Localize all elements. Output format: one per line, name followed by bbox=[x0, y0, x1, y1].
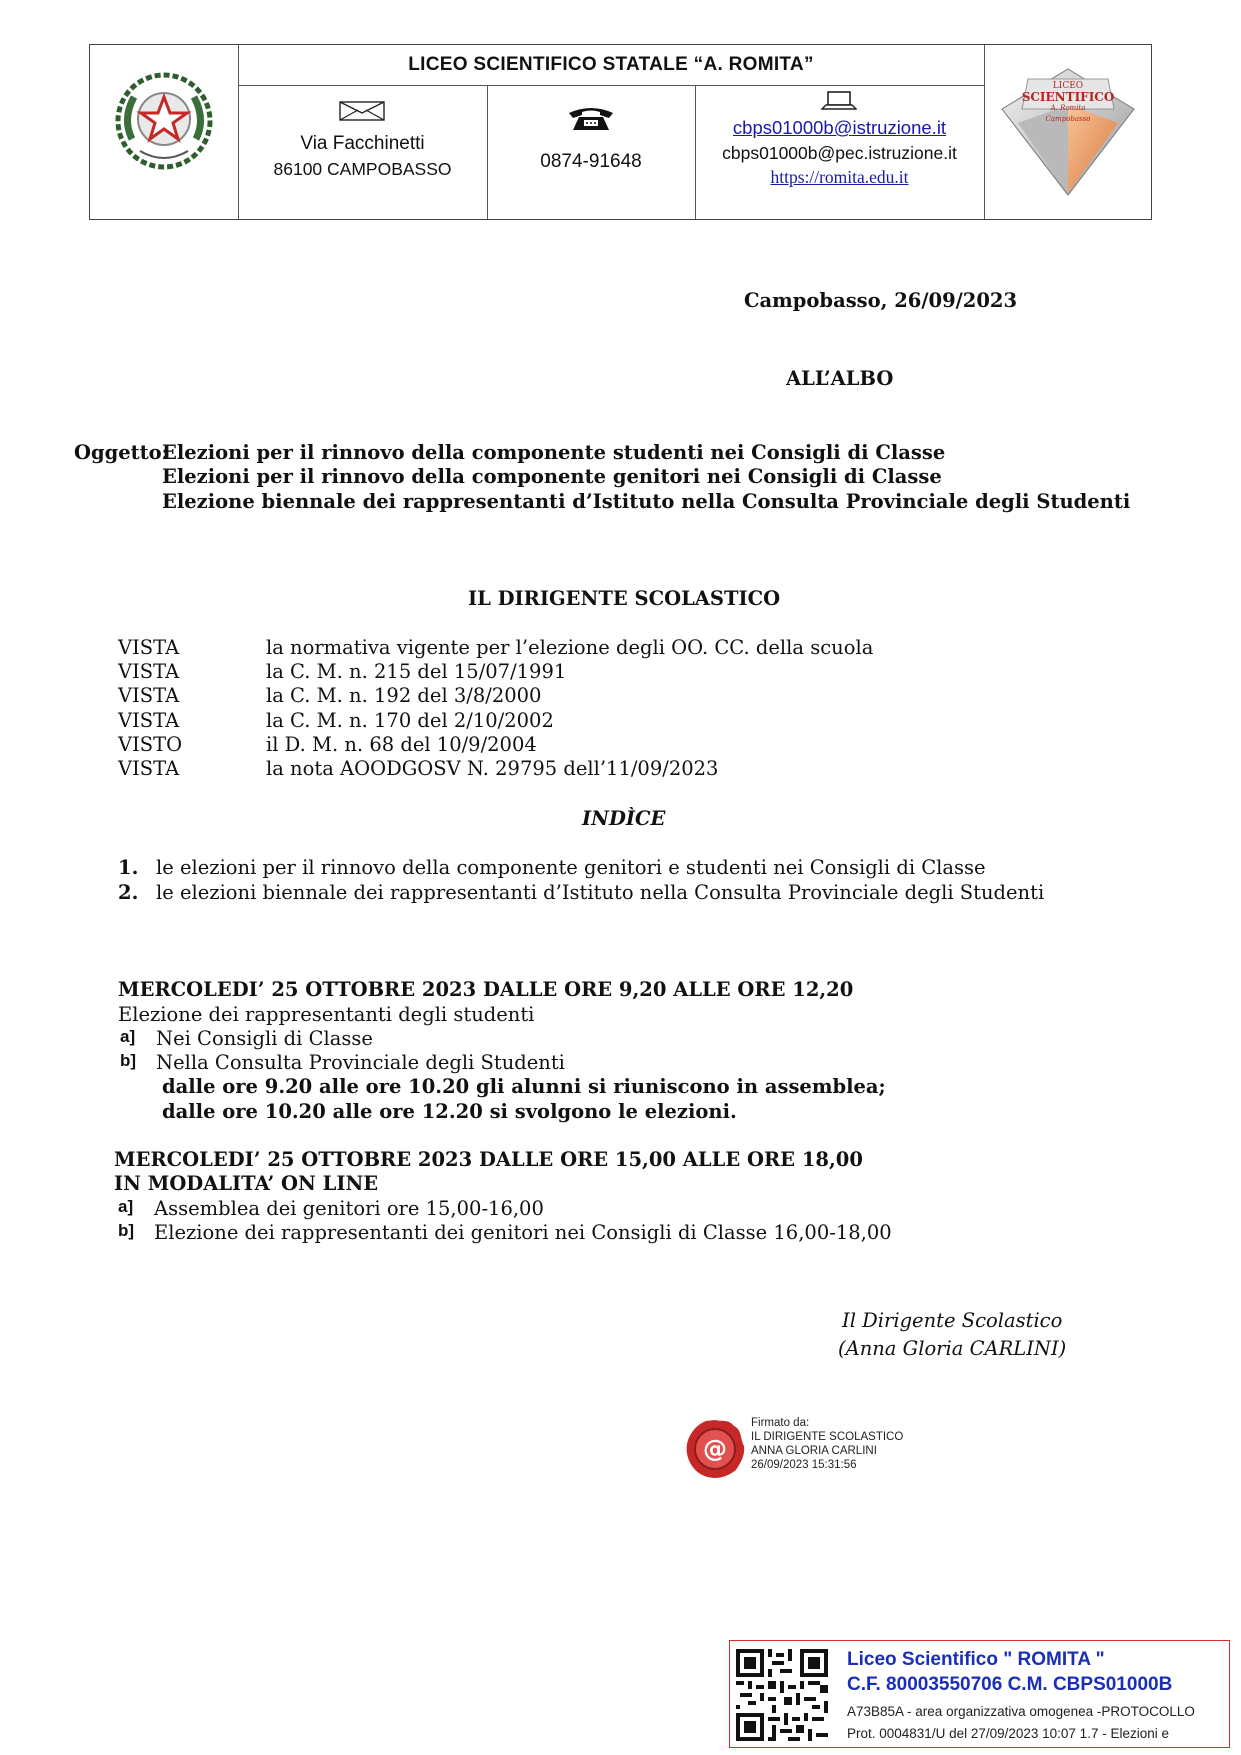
protocol-codes: C.F. 80003550706 C.M. CBPS01000B bbox=[847, 1674, 1173, 1695]
list-mark: a] bbox=[118, 1197, 134, 1216]
logo-text-2: SCIENTIFICO bbox=[1021, 90, 1115, 104]
premise-label: VISTA bbox=[118, 684, 180, 707]
session2-title: MERCOLEDI’ 25 OTTOBRE 2023 DALLE ORE 15,00 ALLE ORE 18,00 bbox=[114, 1148, 863, 1171]
subject-line-1: Elezioni per il rinnovo della componente studenti nei Consigli di Classe bbox=[162, 441, 946, 464]
list-text: Nella Consulta Provinciale degli Studenti bbox=[156, 1051, 565, 1074]
list-text: Elezione dei rappresentanti dei genitori nei Consigli di Classe 16,00-18,00 bbox=[154, 1221, 892, 1244]
address-street: Via Facchinetti bbox=[300, 133, 425, 154]
letterhead bbox=[89, 44, 1152, 220]
contact-cell bbox=[695, 85, 984, 221]
stamp-line: ANNA GLORIA CARLINI bbox=[751, 1445, 877, 1457]
logo-text-1: LICEO bbox=[1052, 81, 1084, 91]
protocol-stamp bbox=[729, 1640, 1230, 1748]
protocol-school: Liceo Scientifico " ROMITA " bbox=[847, 1649, 1105, 1670]
stamp-line: Firmato da: bbox=[751, 1417, 810, 1429]
indice-heading: INDÌCE bbox=[582, 807, 666, 830]
list-text: le elezioni per il rinnovo della componente genitori e studenti nei Consigli di Classe bbox=[156, 856, 986, 879]
heading-dirigente: IL DIRIGENTE SCOLASTICO bbox=[468, 587, 781, 610]
laptop-icon bbox=[821, 91, 857, 111]
stamp-line: 26/09/2023 15:31:56 bbox=[751, 1459, 857, 1471]
signature-role: Il Dirigente Scolastico bbox=[842, 1309, 1063, 1332]
premise-label: VISTA bbox=[118, 636, 180, 659]
envelope-icon bbox=[339, 101, 385, 121]
premise-text: la nota AOODGOSV N. 29795 dell’11/09/2023 bbox=[266, 757, 719, 780]
subject-line-3: Elezione biennale dei rappresentanti d’Istituto nella Consulta Provinciale degli Studenti bbox=[162, 490, 1131, 513]
subject-label: Oggetto: bbox=[74, 441, 169, 464]
list-text: le elezioni biennale dei rappresentanti d’Istituto nella Consulta Provinciale degli Studenti bbox=[156, 881, 1045, 904]
logo-text-3: A. Romita bbox=[1050, 104, 1086, 112]
list-text: Assemblea dei genitori ore 15,00-16,00 bbox=[154, 1197, 544, 1220]
session1-note-2: dalle ore 10.20 alle ore 12.20 si svolgono le elezioni. bbox=[162, 1100, 737, 1123]
session1-title: MERCOLEDI’ 25 OTTOBRE 2023 DALLE ORE 9,20 ALLE ORE 12,20 bbox=[118, 978, 854, 1001]
premise-text: la C. M. n. 170 del 2/10/2002 bbox=[266, 709, 554, 732]
school-logo-text bbox=[998, 81, 1138, 125]
protocol-number: Prot. 0004831/U del 27/09/2023 10:07 1.7 - Elezioni e bbox=[847, 1726, 1169, 1741]
date-line: Campobasso, 26/09/2023 bbox=[744, 289, 1018, 312]
premise-label: VISTA bbox=[118, 660, 180, 683]
address-cell bbox=[238, 85, 487, 221]
protocol-area: A73B85A - area organizzativa omogenea -PROTOCOLLO bbox=[847, 1704, 1195, 1719]
list-mark: b] bbox=[118, 1221, 135, 1240]
phone-number: 0874-91648 bbox=[540, 151, 642, 172]
list-number: 2. bbox=[118, 881, 139, 904]
digital-seal-icon bbox=[684, 1418, 746, 1480]
school-name: LICEO SCIENTIFICO STATALE “A. ROMITA” bbox=[408, 54, 814, 75]
svg-text:@: @ bbox=[703, 1435, 727, 1463]
session2-subtitle: IN MODALITA’ ON LINE bbox=[114, 1172, 379, 1195]
list-mark: a] bbox=[120, 1027, 136, 1046]
list-text: Nei Consigli di Classe bbox=[156, 1027, 373, 1050]
telephone-icon bbox=[567, 105, 615, 131]
premise-text: la C. M. n. 215 del 15/07/1991 bbox=[266, 660, 567, 683]
premise-text: la normativa vigente per l’elezione degli OO. CC. della scuola bbox=[266, 636, 874, 659]
subject-line-2: Elezioni per il rinnovo della componente genitori nei Consigli di Classe bbox=[162, 465, 942, 488]
session1-intro: Elezione dei rappresentanti degli studenti bbox=[118, 1003, 535, 1026]
emblem-cell bbox=[90, 45, 238, 221]
email-link[interactable]: cbps01000b@istruzione.it bbox=[732, 117, 947, 138]
phone-cell bbox=[487, 85, 695, 221]
stamp-line: IL DIRIGENTE SCOLASTICO bbox=[751, 1431, 904, 1443]
premise-text: il D. M. n. 68 del 10/9/2004 bbox=[266, 733, 537, 756]
list-number: 1. bbox=[118, 856, 139, 879]
logo-text-4: Campobasso bbox=[1045, 115, 1091, 123]
premise-label: VISTA bbox=[118, 757, 180, 780]
website-link[interactable]: https://romita.edu.it bbox=[770, 167, 909, 187]
list-mark: b] bbox=[120, 1051, 137, 1070]
digital-signature-info bbox=[751, 1416, 903, 1472]
school-logo-cell bbox=[984, 45, 1153, 221]
recipient: ALL’ALBO bbox=[786, 367, 894, 390]
premise-label: VISTO bbox=[118, 733, 183, 756]
premise-text: la C. M. n. 192 del 3/8/2000 bbox=[266, 684, 542, 707]
signature-name: (Anna Gloria CARLINI) bbox=[838, 1337, 1067, 1360]
session1-note-1: dalle ore 9.20 alle ore 10.20 gli alunni si riuniscono in assemblea; bbox=[162, 1075, 886, 1098]
premise-label: VISTA bbox=[118, 709, 180, 732]
emblem-icon bbox=[112, 69, 216, 173]
pec-address: cbps01000b@pec.istruzione.it bbox=[722, 143, 957, 163]
address-city: 86100 CAMPOBASSO bbox=[273, 159, 452, 179]
qr-code-icon bbox=[736, 1649, 828, 1741]
